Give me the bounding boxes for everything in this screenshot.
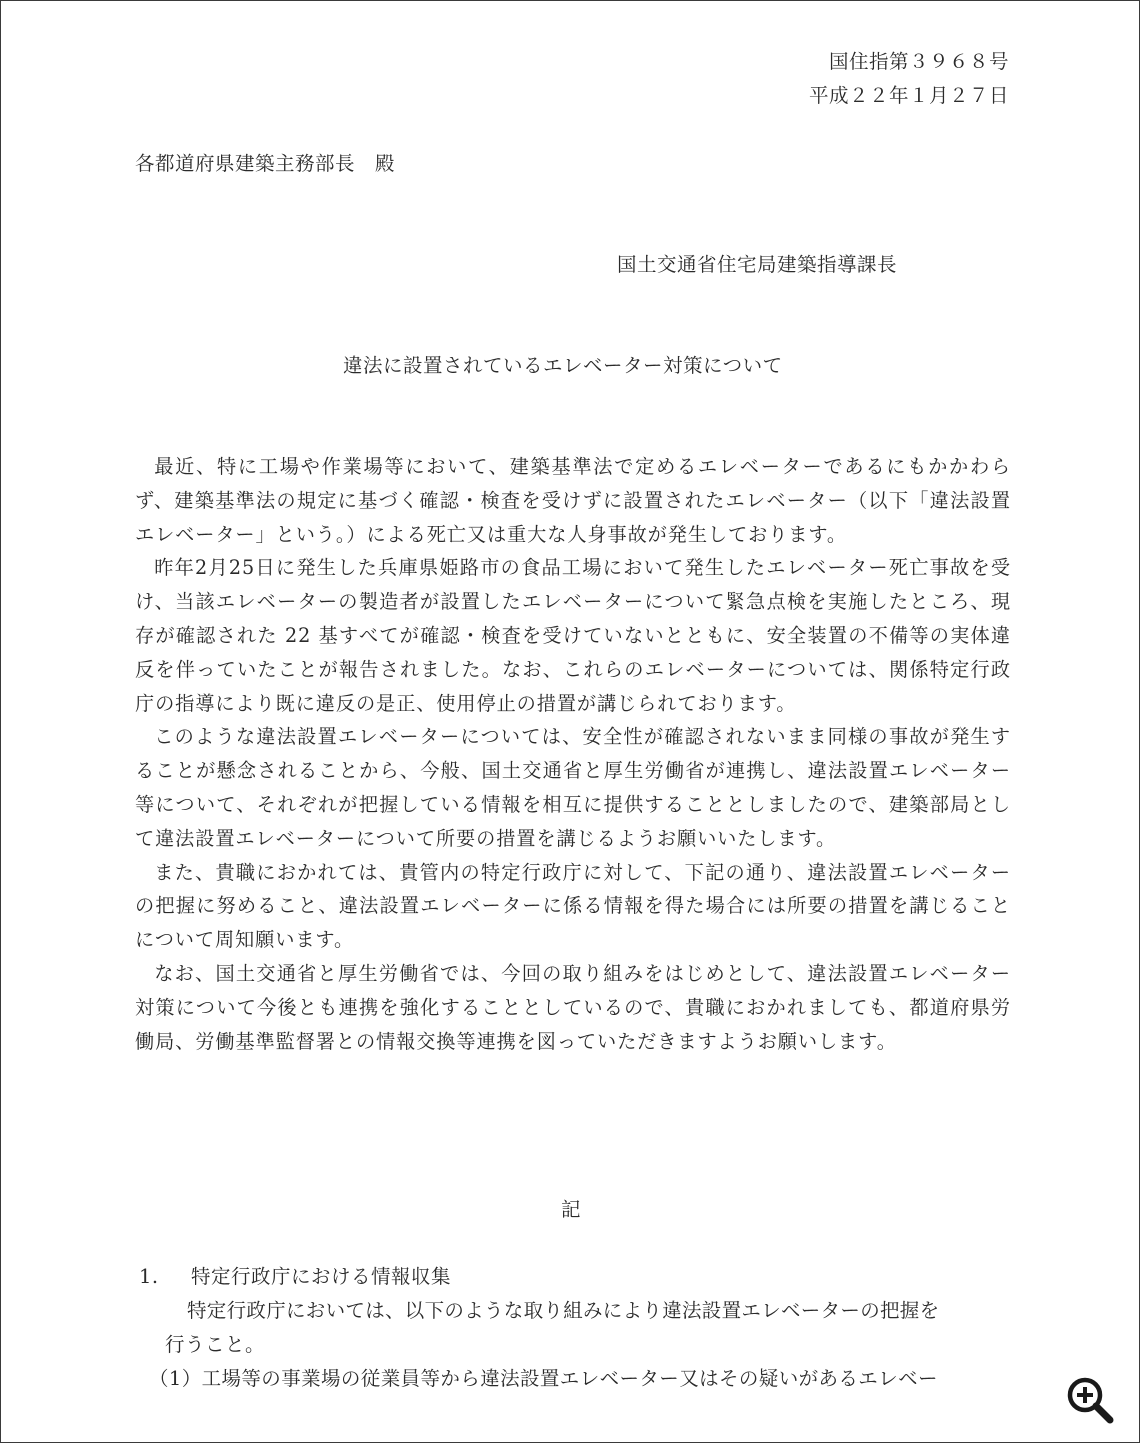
- paragraph: また、貴職におかれては、貴管内の特定行政庁に対して、下記の通り、違法設置エレベーターの把握に努めること、違法設置エレベーターに係る情報を得た場合には所要の措置を講じることについて周知願います。: [135, 860, 1011, 952]
- section-number: 1.: [139, 1265, 159, 1288]
- document-number: 国住指第３９６８号: [828, 50, 1009, 73]
- zoom-in-icon-graphic: [1063, 1373, 1117, 1427]
- paragraph: なお、国土交通省と厚生労働省では、今回の取り組みをはじめとして、違法設置エレベーター対策について今後とも連携を強化することとしているので、貴職におかれましても、都道府県労働局、労働基準監督署との情報交換等連携を図っていただきますようお願いします。: [135, 961, 1011, 1053]
- zoom-in-icon[interactable]: [1063, 1373, 1117, 1427]
- document-body: [135, 450, 1011, 1058]
- section-heading: 特定行政庁における情報収集: [191, 1265, 452, 1288]
- section-body-line: 特定行政庁においては、以下のような取り組みにより違法設置エレベーターの把握を: [187, 1299, 940, 1322]
- paragraph: 昨年2月25日に発生した兵庫県姫路市の食品工場において発生したエレベーター死亡事故を受け、当該エレベーターの製造者が設置したエレベーターについて緊急点検を実施したところ、現存が確認された 22 基すべてが確認・検査を受けていないとともに、安全装置の不備等の実体違反を伴っていたことが報告されました。なお、これらのエレベーターについては、関係特定行政庁の指導により既に違反の是正、使用停止の措置が講じられております。: [135, 556, 1011, 715]
- document-title: 違法に設置されているエレベーター対策について: [343, 354, 783, 377]
- sender: 国土交通省住宅局建築指導課長: [617, 253, 898, 276]
- section-body-line: 行うこと。: [165, 1333, 266, 1356]
- list-item: （1）工場等の事業場の従業員等から違法設置エレベーター又はその疑いがあるエレベー: [149, 1367, 938, 1390]
- ki-heading: 記: [561, 1198, 582, 1221]
- addressee: 各都道府県建築主務部長 殿: [135, 152, 396, 175]
- paragraph: このような違法設置エレベーターについては、安全性が確認されないまま同様の事故が発生することが懸念されることから、今般、国土交通省と厚生労働省が連携し、違法設置エレベーター等について、それぞれが把握している情報を相互に提供することとしましたので、建築部局として違法設置エレベーターについて所要の措置を講じるようお願いいたします。: [135, 725, 1011, 850]
- paragraph: 最近、特に工場や作業場等において、建築基準法で定めるエレベーターであるにもかかわらず、建築基準法の規定に基づく確認・検査を受けずに設置されたエレベーター（以下「違法設置エレベーター」という。）による死亡又は重大な人身事故が発生しております。: [135, 455, 1011, 546]
- document-date: 平成２２年１月２７日: [808, 84, 1009, 107]
